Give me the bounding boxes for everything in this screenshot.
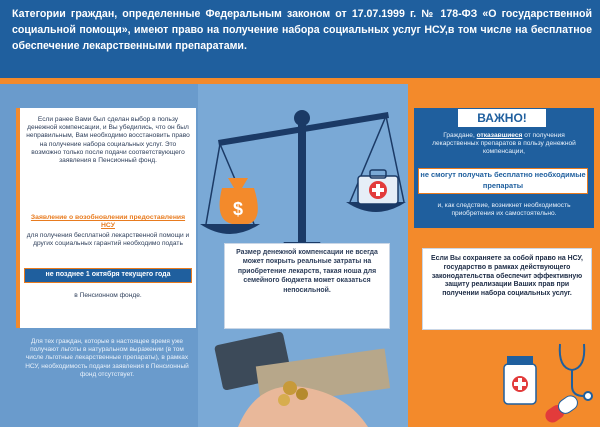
- hands-with-coins-photo: [198, 318, 408, 427]
- refusal-text: Граждане, отказавшиеся от получения лекарственных препаратов в пользу денежной компенсации,: [432, 132, 576, 156]
- money-bag-icon: [220, 178, 258, 224]
- consequence-text: и, как следствие, возникнет необходимость приобретения их самостоятельно.: [437, 202, 571, 218]
- svg-text:$: $: [232, 199, 244, 219]
- capsule-icon: [543, 393, 581, 425]
- pill-bottle-icon: [504, 356, 536, 404]
- rights-protection-box: [422, 248, 592, 330]
- deadline-box: не позднее 1 октября текущего года: [24, 268, 192, 283]
- important-badge: ВАЖНО!: [458, 109, 546, 127]
- header-text: Категории граждан, определенные Федеральным законом от 17.07.1999 г. № 178-ФЗ «О государственной социальной помощи», имеют право на получение набора социальных услуг НСУ,в том числе на бесплатное обеспечение лекарственными препаратами.: [12, 8, 592, 52]
- page-header: [0, 0, 600, 78]
- statement-body: для получения бесплатной лекарственной помощи и других социальных гарантий необходимо подать: [26, 232, 190, 248]
- compensation-note-box: [224, 243, 390, 329]
- compensation-note-text: Размер денежной компенсации не всегда может покрыть реальные затраты на приобретение лекарств, такая ноша для семейного бюджета может оказаться непосильной.: [236, 249, 378, 294]
- left-bottom-note: Для тех граждан, которые в настоящее время уже получают льготы в натуральном выражении (в том числе льготные лекарственные препараты), в рамках НСУ, необходимость подачи заявления в Пенсионный фонд отсутствует.: [25, 338, 189, 378]
- left-intro-text: Если ранее Вами был сделан выбор в пользу денежной компенсации, и Вы убедились, что он был неправильным, Вам необходимо восстановить право на получение набора социальных услуг. Это возможно только после подачи соответствующего заявления в Пенсионный фонд.: [26, 116, 190, 165]
- medical-kit-icon: [358, 170, 398, 204]
- refusal-emphasis: отказавшиеся: [476, 132, 523, 139]
- statement-title: Заявление о возобновлении предоставления НСУ: [30, 214, 186, 230]
- rights-protection-text: Если Вы сохраняете за собой право на НСУ, государство в рамках действующего законодательства обеспечит эффективную защиту реализации Ваших прав при получении набора социальных услуг.: [431, 255, 583, 298]
- stethoscope-icon: [560, 344, 592, 400]
- warning-highlight: не смогут получать бесплатно необходимые препараты: [418, 168, 588, 194]
- medicine-illustration: [498, 338, 598, 426]
- left-info-panel: [16, 108, 196, 328]
- deadline-after-text: в Пенсионном фонде.: [74, 292, 142, 299]
